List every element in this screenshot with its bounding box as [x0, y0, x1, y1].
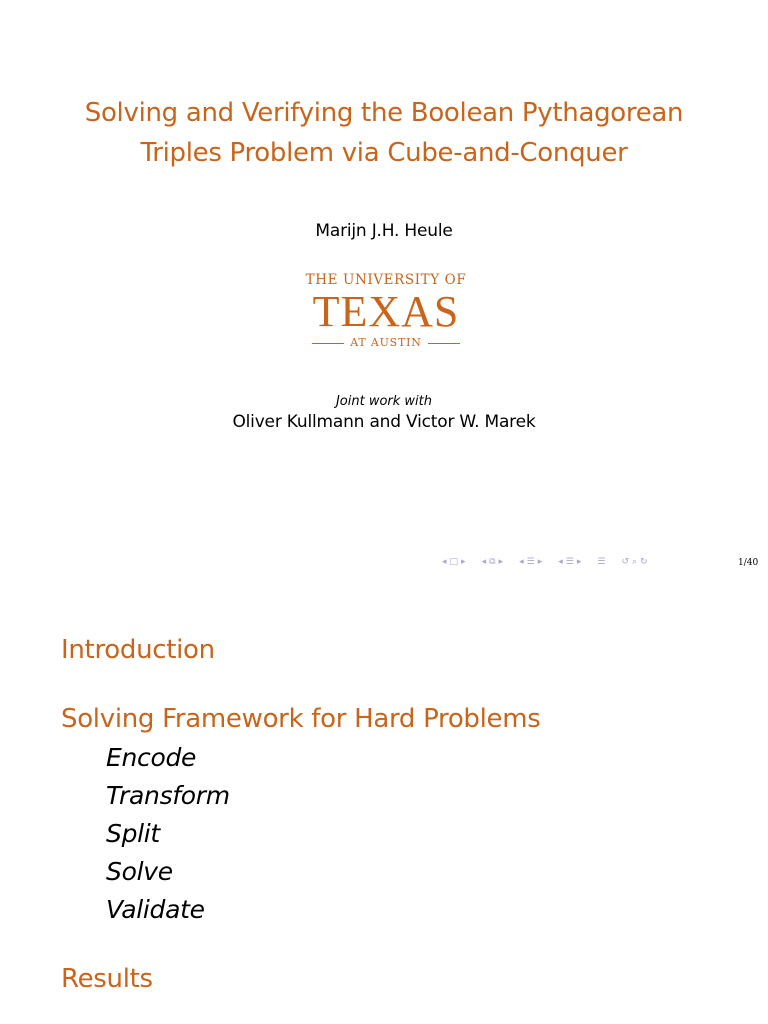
author-name: Marijn J.H. Heule [315, 221, 453, 241]
page-number: 1/40 [738, 558, 759, 568]
outline-section-introduction: Introduction [61, 635, 215, 665]
outline-subsection-solve: Solve [106, 857, 173, 886]
nav-next-doc-icon[interactable]: ▸ [576, 557, 582, 567]
logo-top-text: THE UNIVERSITY OF [305, 272, 467, 288]
outline-subsection-encode: Encode [106, 743, 197, 772]
outline-subsection-split: Split [106, 819, 160, 848]
nav-section-icon[interactable]: ☰ [526, 557, 535, 567]
nav-prev-doc-icon[interactable]: ◂ [558, 557, 563, 567]
slide-title-line-2: Triples Problem via Cube-and-Conquer [140, 138, 628, 168]
nav-prev-subsection-icon[interactable]: ◂ [481, 557, 487, 567]
nav-doc-icon[interactable]: ☰ [565, 557, 574, 567]
slide-title [0, 93, 768, 173]
nav-subsection-icon[interactable]: ⧉ [489, 557, 496, 567]
nav-search-back-icon[interactable]: ↺ [621, 557, 629, 567]
nav-prev-section-icon[interactable]: ◂ [519, 557, 524, 567]
outline-subsection-transform: Transform [106, 781, 230, 810]
beamer-navigation [442, 556, 648, 568]
joint-work-label: Joint work with [335, 394, 433, 409]
nav-frame-icon[interactable]: □ [449, 557, 459, 567]
logo-bottom-row [298, 336, 474, 350]
outline-subsection-validate: Validate [106, 895, 205, 924]
nav-prev-frame-icon[interactable]: ◂ [442, 557, 447, 567]
slide-title-line-1: Solving and Verifying the Boolean Pythagorean [84, 98, 684, 128]
outline-section-framework: Solving Framework for Hard Problems [61, 704, 541, 734]
logo-rule-left [312, 343, 344, 344]
logo-main-text: TEXAS [312, 287, 460, 336]
coauthors: Oliver Kullmann and Victor W. Marek [232, 412, 536, 432]
nav-next-section-icon[interactable]: ▸ [537, 557, 543, 567]
logo-bottom-text: AT AUSTIN [350, 336, 422, 349]
outline-slide [0, 588, 768, 1024]
outline-section-results: Results [61, 964, 153, 994]
nav-search-forward-icon[interactable]: ↻ [640, 557, 648, 567]
nav-search-icon[interactable]: ⌕ [631, 557, 638, 567]
nav-next-subsection-icon[interactable]: ▸ [498, 557, 504, 567]
logo-rule-right [428, 343, 460, 344]
nav-outline-icon[interactable]: ☰ [597, 557, 606, 567]
nav-next-frame-icon[interactable]: ▸ [461, 557, 466, 567]
university-logo [298, 272, 474, 360]
